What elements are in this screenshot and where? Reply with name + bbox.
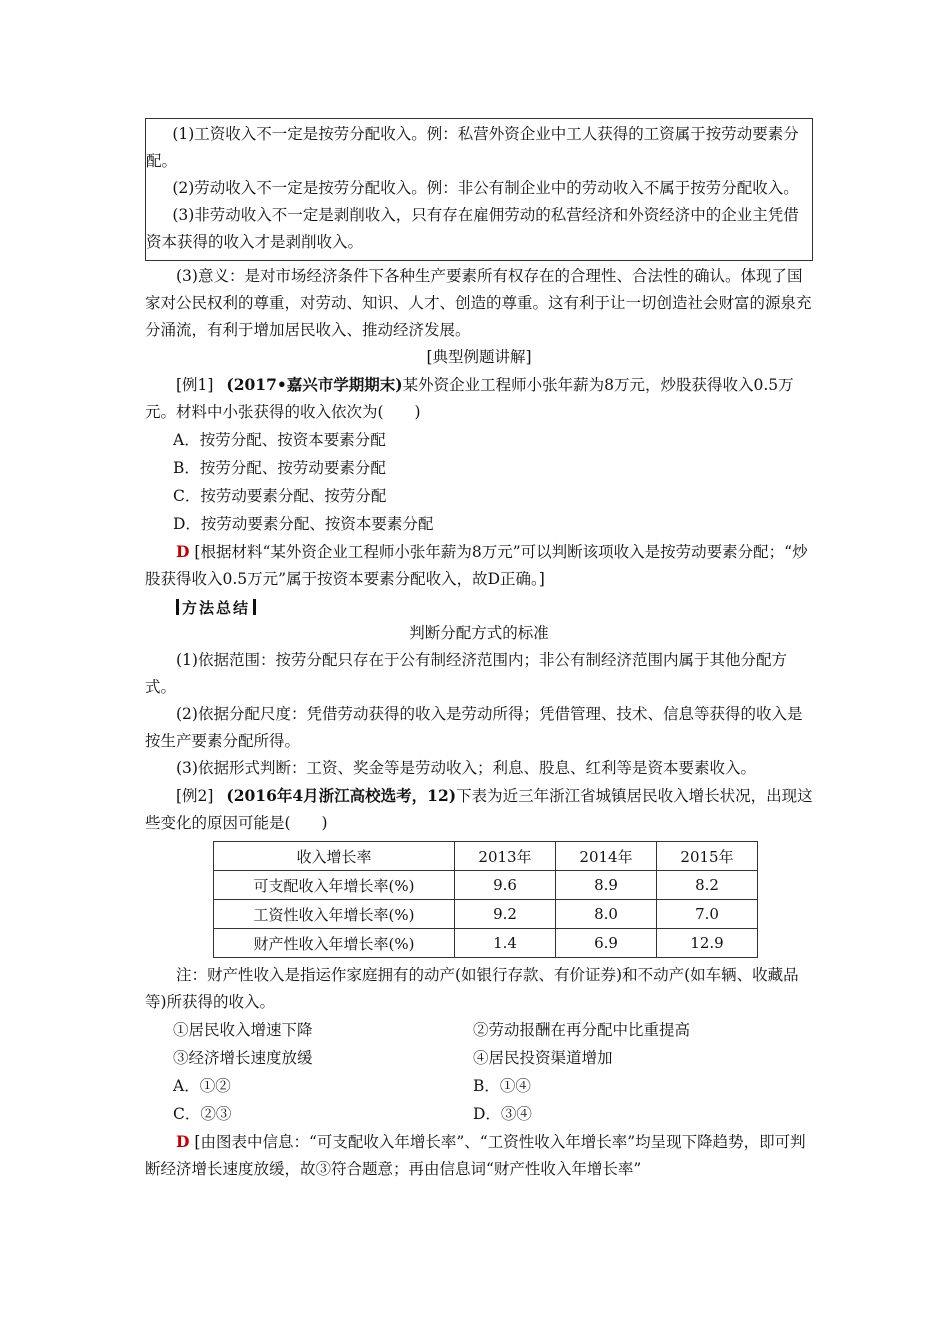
table-cell: 9.2 [455, 900, 556, 929]
method-item-1: (1)依据范围：按劳分配只存在于公有制经济范围内；非公有制经济范围内属于其他分配方式。 [145, 651, 787, 696]
example1-option-a: A．按劳分配、按资本要素分配 [173, 431, 386, 449]
options-row-1 [145, 1072, 813, 1100]
section-title: [典型例题讲解] [426, 348, 532, 366]
table-header-cell: 2015年 [657, 842, 758, 871]
example2-answer-block [145, 1128, 813, 1183]
example2-option-b: B．①④ [473, 1077, 531, 1095]
example1-option-d: D．按劳动要素分配、按资本要素分配 [173, 515, 434, 533]
method-summary-header [173, 597, 259, 618]
example2-label: [例2] [176, 787, 214, 805]
table-cell: 工资性收入年增长率(%) [214, 900, 455, 929]
table-row [214, 900, 758, 929]
options-row-2 [145, 1100, 813, 1128]
method-item-3: (3)依据形式判断：工资、奖金等是劳动收入；利息、股息、红利等是资本要素收入。 [176, 759, 756, 777]
statements-row-2 [145, 1044, 813, 1072]
method-header-text: 方法总结 [182, 599, 251, 617]
statements-row-1 [145, 1016, 813, 1044]
income-growth-table [213, 841, 758, 958]
bar-left-icon [176, 599, 179, 615]
example2-stem [145, 782, 813, 837]
example1-source: (2017•嘉兴市学期期末) [226, 375, 403, 394]
box-note-1: (1)工资收入不一定是按劳分配收入。例：私营外资企业中工人获得的工资属于按劳动要素分配。 [146, 125, 799, 170]
example2-option-d: D．③④ [473, 1105, 532, 1123]
example1-question: 某外资企业工程师小张年薪为8万元，炒股获得收入0.5万元。材料中小张获得的收入依次为( ) [145, 376, 794, 421]
table-cell: 8.2 [657, 871, 758, 900]
statement-1: ①居民收入增速下降 [173, 1021, 313, 1039]
example1-option-b: B．按劳分配、按劳动要素分配 [173, 459, 386, 477]
table-row [214, 871, 758, 900]
table-header-cell: 2013年 [455, 842, 556, 871]
method-item-2: (2)依据分配尺度：凭借劳动获得的收入是劳动所得；凭借管理、技术、信息等获得的收入是按生产要素分配所得。 [145, 705, 803, 750]
box-note-2: (2)劳动收入不一定是按劳分配收入。例：非公有制企业中的劳动收入不属于按劳分配收入。 [172, 179, 799, 197]
example1-answer: D [176, 542, 190, 561]
example1-answer-block [145, 538, 813, 593]
table-cell: 12.9 [657, 929, 758, 958]
example2-answer: D [176, 1132, 190, 1151]
page-content [145, 118, 813, 1183]
table-header-cell: 2014年 [556, 842, 657, 871]
note-box [145, 118, 813, 261]
table-cell: 财产性收入年增长率(%) [214, 929, 455, 958]
example1-explanation: [根据材料“某外资企业工程师小张年薪为8万元”可以判断该项收入是按劳动要素分配；“炒股获得收入0.5万元”属于按资本要素分配收入，故D正确。] [145, 543, 808, 588]
statement-4: ④居民投资渠道增加 [473, 1049, 613, 1067]
example1-label: [例1] [176, 376, 214, 394]
example1-stem [145, 371, 813, 426]
statement-2: ②劳动报酬在再分配中比重提高 [473, 1021, 691, 1039]
table-cell: 9.6 [455, 871, 556, 900]
table-row [214, 929, 758, 958]
table-cell: 可支配收入年增长率(%) [214, 871, 455, 900]
example2-explanation: [由图表中信息：“可支配收入年增长率”、“工资性收入年增长率”均呈现下降趋势，即可判断经济增长速度放缓，故③符合题意；再由信息词“财产性收入年增长率” [145, 1133, 806, 1178]
table-cell: 7.0 [657, 900, 758, 929]
table-cell: 8.9 [556, 871, 657, 900]
example1-option-c: C．按劳动要素分配、按劳分配 [173, 487, 387, 505]
example2-option-a: A．①② [173, 1077, 231, 1095]
example2-question: 下表为近三年浙江省城镇居民收入增长状况，出现这些变化的原因可能是( ) [145, 787, 813, 832]
table-cell: 1.4 [455, 929, 556, 958]
bar-right-icon [253, 599, 256, 615]
method-title: 判断分配方式的标准 [409, 624, 549, 642]
statement-3: ③经济增长速度放缓 [173, 1049, 313, 1067]
table-cell: 6.9 [556, 929, 657, 958]
table-header-cell: 收入增长率 [214, 842, 455, 871]
table-header-row [214, 842, 758, 871]
box-note-3: (3)非劳动收入不一定是剥削收入，只有存在雇佣劳动的私营经济和外资经济中的企业主凭借资本获得的收入才是剥削收入。 [146, 206, 799, 251]
table-cell: 8.0 [556, 900, 657, 929]
significance-paragraph: (3)意义：是对市场经济条件下各种生产要素所有权存在的合理性、合法性的确认。体现了国家对公民权利的尊重，对劳动、知识、人才、创造的尊重。这有利于让一切创造社会财富的源泉充分涌流，有利于增加居民收入、推动经济发展。 [145, 267, 812, 339]
example2-note: 注：财产性收入是指运作家庭拥有的动产(如银行存款、有价证券)和不动产(如车辆、收藏品等)所获得的收入。 [145, 966, 799, 1011]
example2-option-c: C．②③ [173, 1105, 232, 1123]
example2-source: (2016年4月浙江高校选考，12) [226, 786, 457, 805]
